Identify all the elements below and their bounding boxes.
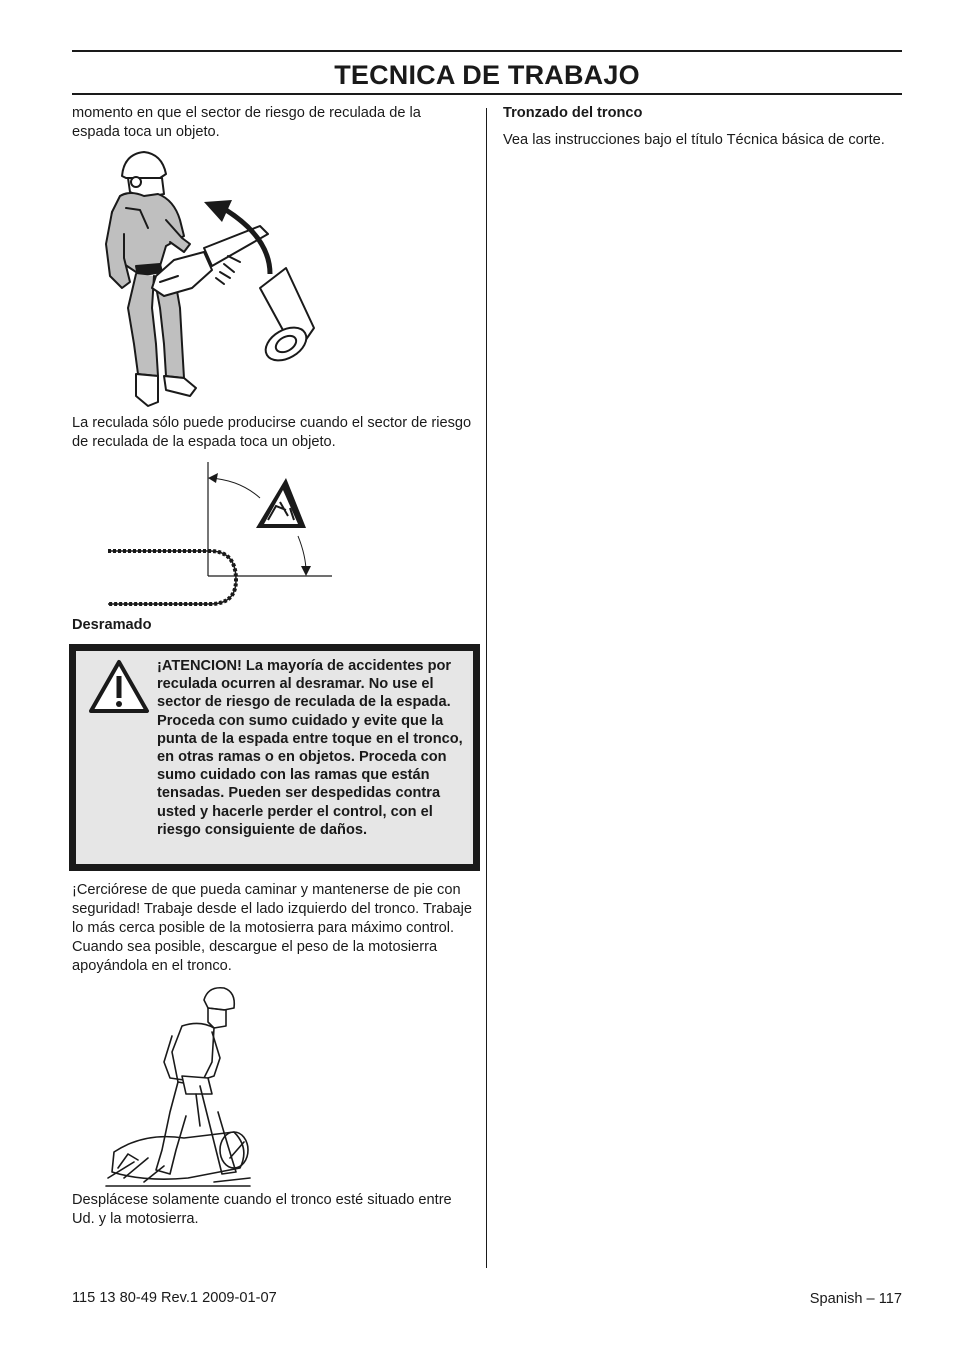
warning-box	[69, 644, 480, 871]
kickback-operator-illustration	[100, 148, 325, 410]
header-bottom-rule	[72, 93, 902, 95]
footer-page-number: Spanish – 117	[809, 1291, 902, 1307]
heading-tronzado: Tronzado del tronco	[503, 105, 643, 121]
kickback-zone-diagram	[100, 458, 336, 610]
tronzado-paragraph: Vea las instrucciones bajo el título Técnica básica de corte.	[503, 132, 885, 148]
intro-paragraph: momento en que el sector de riesgo de reculada de la espada toca un objeto.	[72, 105, 421, 140]
move-paragraph: Desplácese solamente cuando el tronco esté situado entre Ud. y la motosierra.	[72, 1192, 452, 1227]
column-divider	[486, 108, 487, 1268]
warning-triangle-icon	[88, 659, 150, 715]
limbing-operator-illustration	[104, 982, 254, 1190]
header-top-rule	[72, 50, 902, 52]
footer-doc-code: 115 13 80-49 Rev.1 2009-01-07	[72, 1290, 277, 1306]
warning-text: ¡ATENCION! La mayoría de accidentes por reculada ocurren al desramar. No use el sector de riesgo de reculada de la espada. Proceda con sumo cuidado y evite que la punta de la espada entre toque en el tronco, en otras ramas o en objetos. Proceda con sumo cuidado con las ramas que están tensadas. Pueden ser despedidas contra usted y hacerle perder el control, con el riesgo consiguiente de daños.	[157, 658, 463, 838]
kickback-paragraph: La reculada sólo puede producirse cuando el sector de riesgo de reculada de la espada toca un objeto.	[72, 415, 472, 450]
heading-desramado: Desramado	[72, 617, 152, 633]
page-title: TECNICA DE TRABAJO	[334, 60, 640, 90]
walk-paragraph: ¡Cerciórese de que pueda caminar y mantenerse de pie con seguridad! Trabaje desde el lado izquierdo del tronco. Trabaje lo más cerca posible de la motosierra para máximo control. Cuando sea posible, descargue el peso de la motosierra apoyándola en el tronco.	[72, 882, 472, 974]
